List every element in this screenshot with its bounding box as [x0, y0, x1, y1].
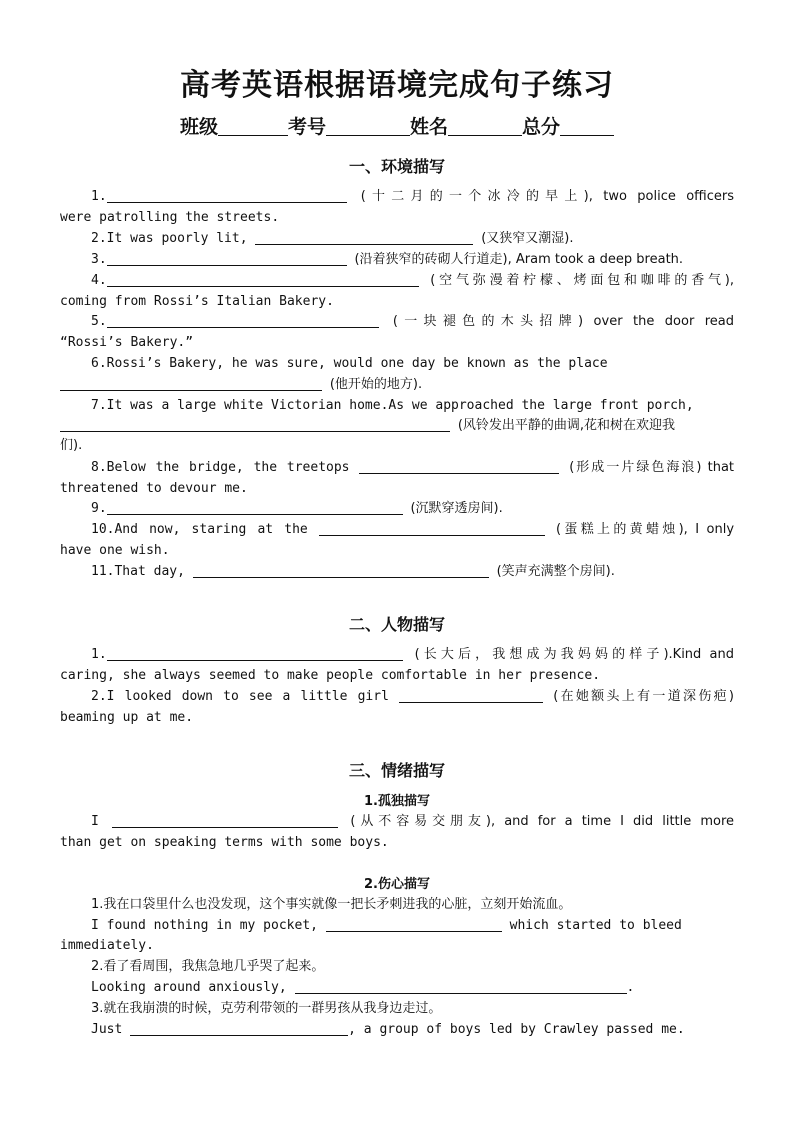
s1-q4-num: 4. — [91, 273, 107, 288]
s1-q5-cont: “Rossi’s Bakery.” — [60, 335, 194, 350]
section3-heading: 三、情绪描写 — [348, 761, 445, 780]
student-info-row — [0, 112, 794, 139]
s1-q9-hint: (沉默穿透房间). — [410, 501, 503, 516]
s1-q10-cont: have one wish. — [60, 543, 170, 558]
s1-q6-hint: (他开始的地方). — [329, 377, 423, 392]
s1-q11-line — [91, 561, 734, 582]
s1-q2-blank[interactable] — [255, 230, 473, 245]
s3-s1-cont: than get on speaking terms with some boys. — [60, 835, 389, 850]
s1-q8-line — [91, 457, 734, 478]
s1-q3-num: 3. — [91, 252, 107, 267]
s3-s2-2-zh — [91, 956, 734, 977]
section3-sub2: 2.伤心描写 — [364, 877, 430, 892]
s1-q1-line — [91, 186, 734, 207]
s1-q1-cont: were patrolling the streets. — [60, 210, 280, 225]
s3-s2-1-cont: immediately. — [60, 938, 154, 953]
s3-s2-3-zh — [91, 998, 734, 1019]
s3-s2-1-zh — [91, 894, 734, 915]
s2-q1-cont: caring, she always seemed to make people comfortable in her presence. — [60, 668, 601, 683]
s1-q1-hint: (十二月的一个冰冷的早上), two police officers — [360, 189, 734, 204]
s1-q7-hint: (风铃发出平静的曲调,花和树在欢迎我 — [457, 418, 676, 433]
s1-q8-cont: threatened to devour me. — [60, 481, 248, 496]
section1-heading: 一、环境描写 — [348, 157, 445, 176]
section3-sub1: 1.孤独描写 — [364, 794, 430, 809]
s2-q1-line — [91, 644, 734, 665]
s3-s2-2-blank[interactable] — [295, 979, 627, 994]
s1-q7-cont2 — [60, 435, 734, 456]
s2-q1-num: 1. — [91, 647, 107, 662]
s3-s2-2-pre: Looking around anxiously, — [91, 980, 287, 995]
s1-q8-pre: 8.Below the bridge, the treetops — [91, 460, 350, 475]
s3-s2-1-zh-text: 1.我在口袋里什么也没发现，这个事实就像一把长矛刺进我的心脏，立刻开始流血。 — [91, 897, 572, 912]
s1-q2-hint: (又狭窄又潮湿). — [481, 231, 574, 246]
s3-s1-pre: I — [91, 814, 99, 829]
s1-q5-line — [91, 311, 734, 332]
s1-q5-hint: (一块褪色的木头招牌) over the door read — [392, 314, 734, 329]
s1-q7-line: 7.It was a large white Victorian home.As we approached the large front porch, — [91, 398, 694, 413]
exam-no-label: 考号 — [287, 116, 326, 138]
s1-q9-blank[interactable] — [107, 500, 403, 515]
s3-s2-1-post: which started to bleed — [509, 918, 682, 933]
s1-q4-cont: coming from Rossi’s Italian Bakery. — [60, 294, 334, 309]
s3-s2-2-post: . — [626, 980, 635, 995]
s3-s1-hint: (从不容易交朋友), and for a time I did little more — [350, 814, 734, 829]
score-blank[interactable] — [560, 117, 614, 136]
s2-q2-hint: (在她额头上有一道深伤疤) — [553, 689, 734, 704]
s1-q9-num: 9. — [91, 501, 107, 516]
s1-q10-hint: (蛋糕上的黄蜡烛), I only — [556, 522, 734, 537]
s3-s2-3-line — [91, 1019, 734, 1040]
s2-q2-line — [91, 686, 734, 707]
s1-q11-pre: 11.That day, — [91, 564, 185, 579]
s1-q10-pre: 10.And now, staring at the — [91, 522, 308, 537]
score-label: 总分 — [522, 116, 561, 138]
s3-s2-1-blank[interactable] — [326, 917, 502, 932]
s3-s2-3-blank[interactable] — [130, 1021, 348, 1036]
s1-q11-blank[interactable] — [193, 563, 489, 578]
s1-q10-line — [91, 519, 734, 540]
s1-q7-blank[interactable] — [60, 417, 450, 432]
class-label: 班级 — [179, 116, 218, 138]
s1-q6-line: 6.Rossi’s Bakery, he was sure, would one day be known as the place — [91, 356, 608, 371]
s1-q8-blank[interactable] — [359, 459, 559, 474]
s2-q1-hint: (长大后，我想成为我妈妈的样子).Kind and — [414, 647, 734, 662]
exam-no-blank[interactable] — [326, 117, 410, 136]
s3-s1-line — [91, 811, 734, 832]
s1-q9-line — [91, 498, 734, 519]
s1-q6-blank[interactable] — [60, 376, 322, 391]
s2-q1-blank[interactable] — [107, 646, 403, 661]
class-blank[interactable] — [218, 117, 288, 136]
name-label: 姓名 — [410, 116, 449, 138]
s1-q4-hint: (空气弥漫着柠檬、烤面包和咖啡的香气), — [430, 273, 734, 288]
s3-s2-2-line — [91, 977, 734, 998]
s1-q4-line — [91, 270, 734, 291]
s2-q2-blank[interactable] — [399, 688, 543, 703]
section2-heading: 二、人物描写 — [348, 615, 445, 634]
s1-q1-blank[interactable] — [107, 188, 347, 203]
s1-q5-blank[interactable] — [107, 313, 379, 328]
s1-q7-cont — [60, 415, 734, 436]
name-blank[interactable] — [448, 117, 522, 136]
s3-s2-1-line — [91, 915, 734, 936]
s1-q7-end: 们). — [60, 438, 83, 453]
s1-q3-blank[interactable] — [107, 251, 347, 266]
s2-q2-cont: beaming up at me. — [60, 710, 194, 725]
s1-q4-blank[interactable] — [107, 272, 419, 287]
s3-s1-blank[interactable] — [112, 813, 338, 828]
s1-q6-cont — [60, 374, 734, 395]
s1-q1-num: 1. — [91, 189, 107, 204]
s1-q11-hint: (笑声充满整个房间). — [496, 564, 615, 579]
s1-q8-hint: (形成一片绿色海浪) that — [569, 460, 734, 475]
s3-s2-2-zh-text: 2.看了看周围，我焦急地几乎哭了起来。 — [91, 959, 325, 974]
s3-s2-1-pre: I found nothing in my pocket, — [91, 918, 318, 933]
s3-s2-3-post: , a group of boys led by Crawley passed me. — [348, 1022, 685, 1037]
s1-q5-num: 5. — [91, 314, 107, 329]
s3-s2-3-pre: Just — [91, 1022, 123, 1037]
s2-q2-pre: 2.I looked down to see a little girl — [91, 689, 389, 704]
s1-q3-hint: (沿着狭窄的砖砌人行道走), Aram took a deep breath. — [354, 252, 684, 267]
s1-q2-pre: 2.It was poorly lit, — [91, 231, 248, 246]
s1-q3-line — [91, 249, 734, 270]
s1-q2-line — [91, 228, 734, 249]
s1-q10-blank[interactable] — [319, 521, 545, 536]
page-title: 高考英语根据语境完成句子练习 — [180, 68, 614, 103]
s3-s2-3-zh-text: 3.就在我崩溃的时候，克劳利带领的一群男孩从我身边走过。 — [91, 1001, 442, 1016]
